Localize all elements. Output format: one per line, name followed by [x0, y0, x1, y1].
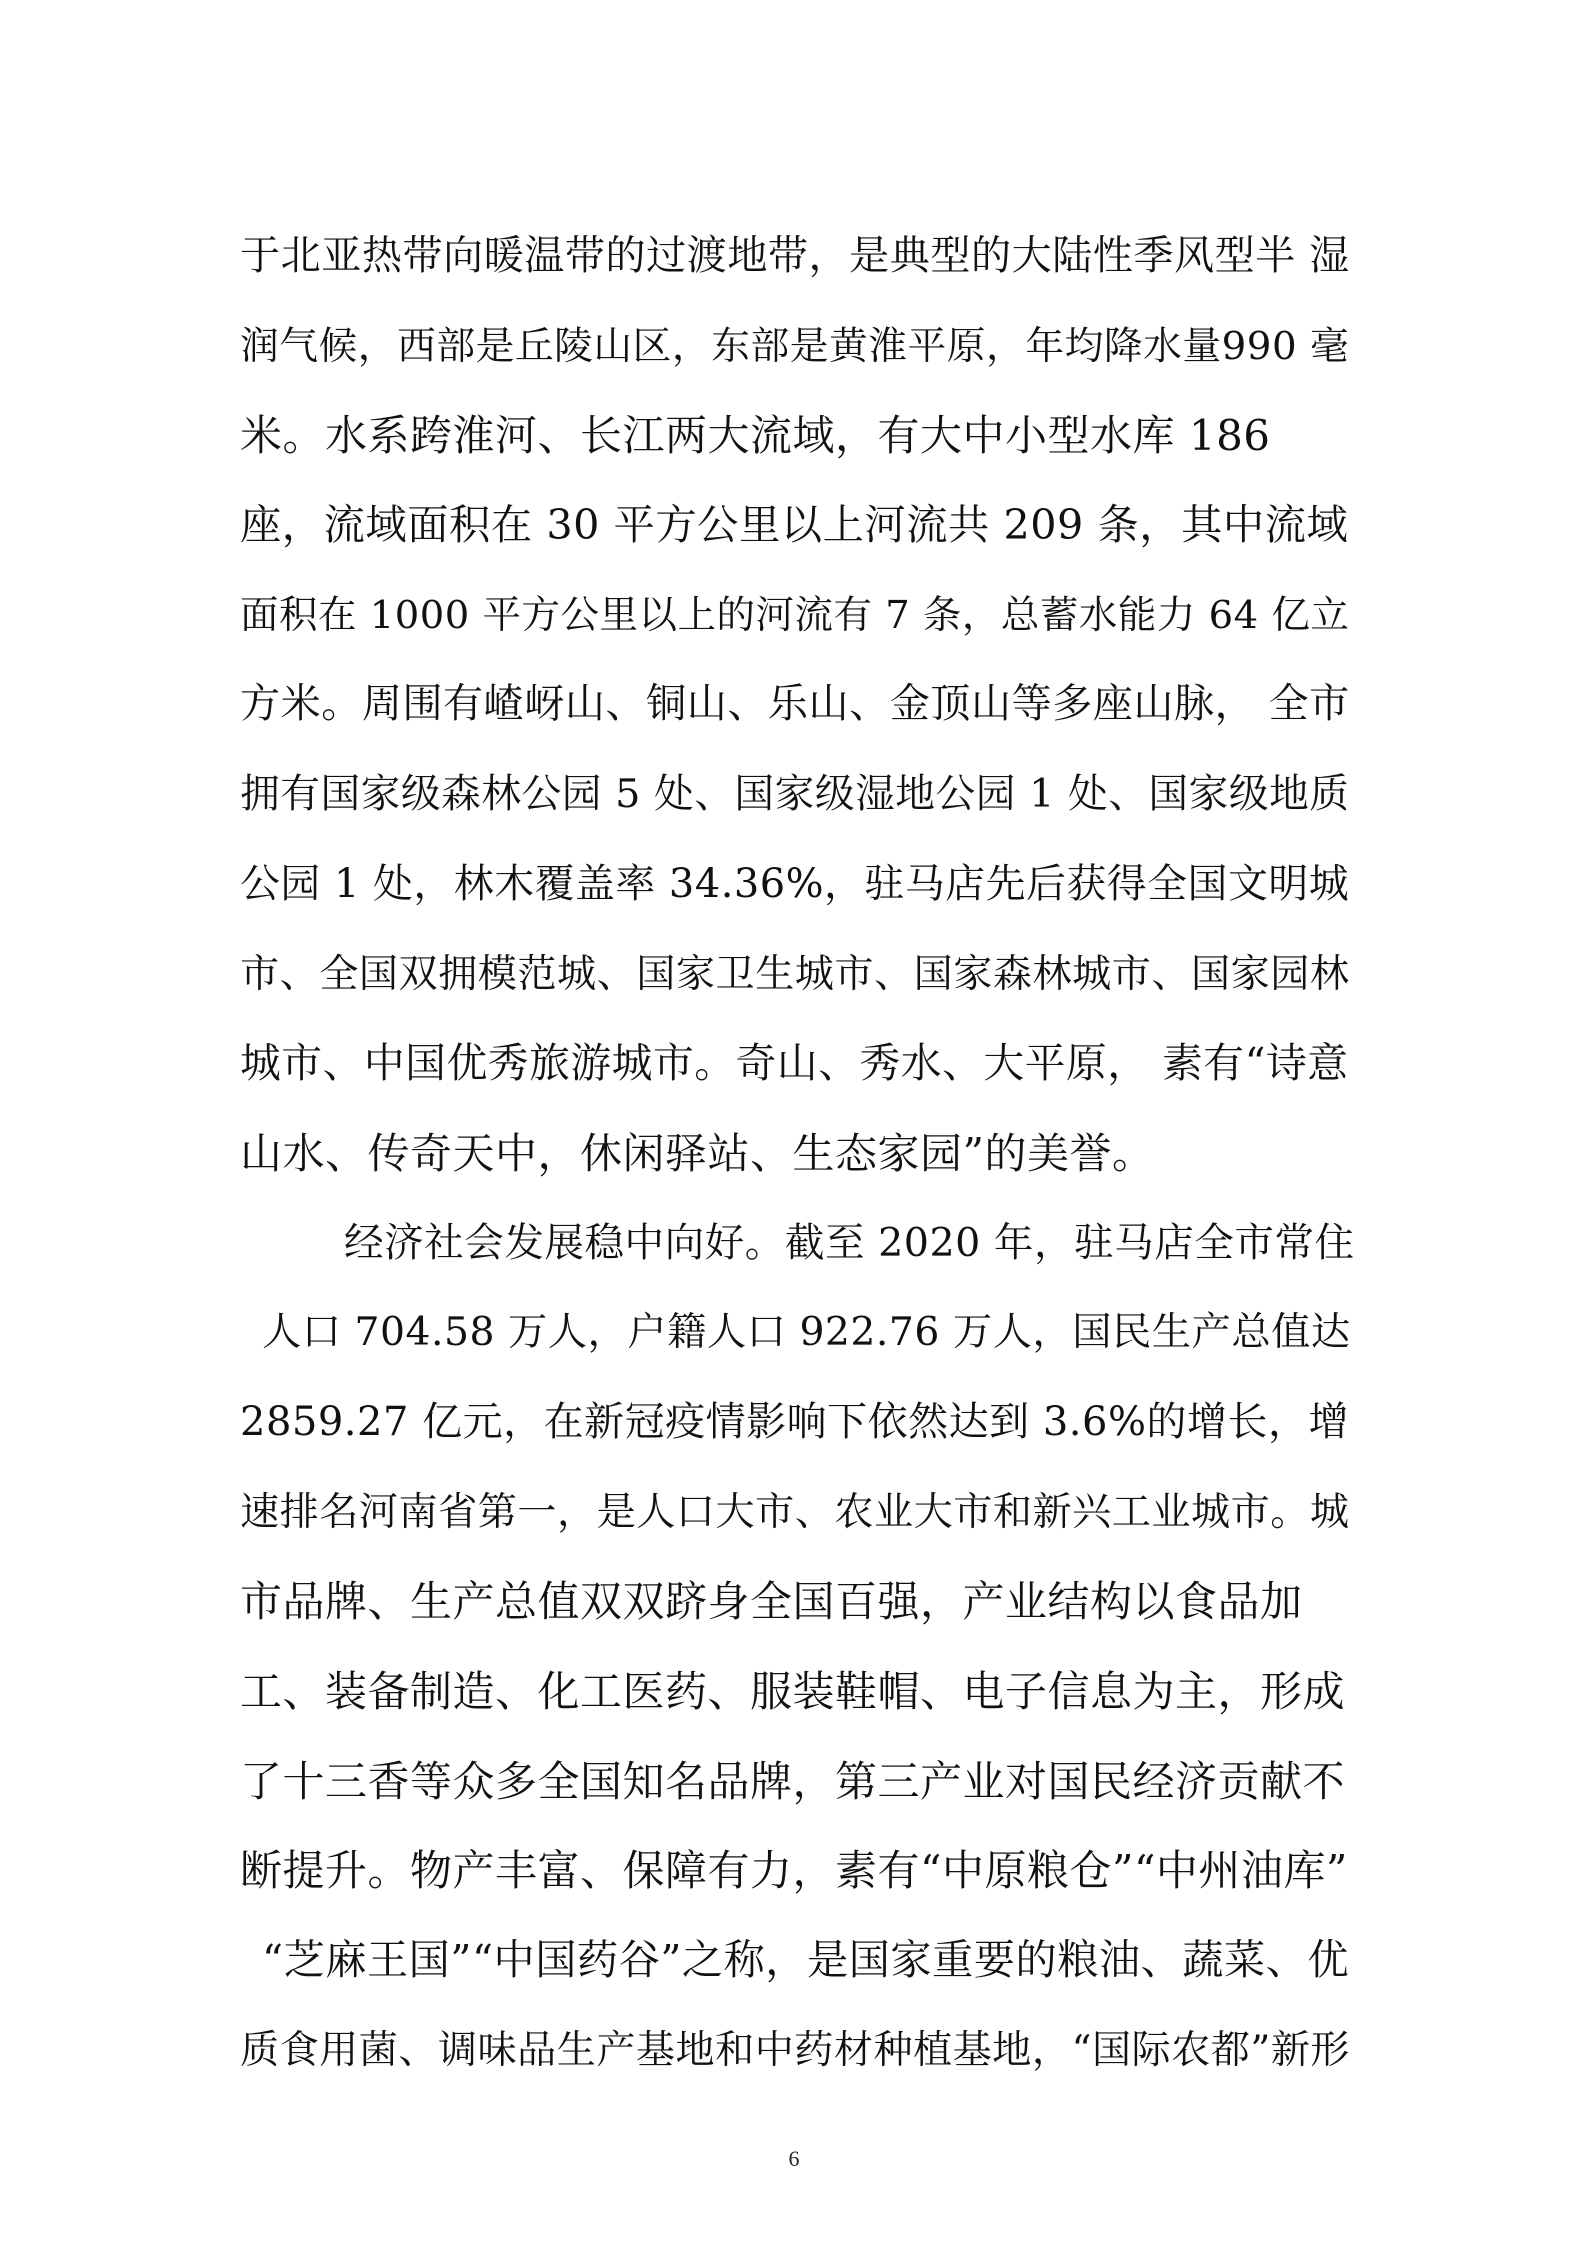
text-line: 断提升。物产丰富、保障有力，素有“中原粮仓”“中州油库” [240, 1846, 1348, 1896]
text-line: 人口 704.58 万人，户籍人口 922.76 万人，国民生产总值达 [262, 1310, 1351, 1356]
text-line: 市、全国双拥模范城、国家卫生城市、国家森林城市、国家园林 [240, 951, 1350, 997]
text-line: 方米。周围有嵖岈山、铜山、乐山、金顶山等多座山脉， 全市 [240, 681, 1350, 728]
text-line: 于北亚热带向暖温带的过渡地带，是典型的大陆性季风型半 湿 [240, 233, 1350, 279]
text-line: 市品牌、生产总值双双跻身全国百强，产业结构以食品加 [240, 1577, 1303, 1627]
text-line: 公园 1 处，林木覆盖率 34.36%，驻马店先后获得全国文明城 [240, 860, 1350, 907]
text-line: 速排名河南省第一，是人口大市、农业大市和新兴工业城市。城 [240, 1489, 1350, 1535]
paragraph-start-line: 经济社会发展稳中向好。截至 2020 年，驻马店全市常住 [344, 1219, 1355, 1266]
text-line: 山水、传奇天中，休闲驿站、生态家园”的美誉。 [240, 1128, 1155, 1178]
text-line: 2859.27 亿元，在新冠疫情影响下依然达到 3.6%的增长，增 [240, 1398, 1349, 1445]
text-line: 拥有国家级森林公园 5 处、国家级湿地公园 1 处、国家级地质 [240, 771, 1350, 818]
text-line: 城市、中国优秀旅游城市。奇山、秀水、大平原， 素有“诗意 [240, 1039, 1349, 1088]
text-line: 米。水系跨淮河、长江两大流域，有大中小型水库 186 [240, 411, 1271, 461]
text-line: “芝麻王国”“中国药谷”之称，是国家重要的粮油、蔬菜、优 [262, 1936, 1350, 1985]
text-line: 质食用菌、调味品生产基地和中药材种植基地，“国际农都”新形 [240, 2027, 1351, 2073]
text-line: 工、装备制造、化工医药、服装鞋帽、电子信息为主，形成 [240, 1667, 1346, 1716]
text-line: 座，流域面积在 30 平方公里以上河流共 209 条，其中流域 [240, 501, 1349, 550]
text-line: 面积在 1000 平方公里以上的河流有 7 条，总蓄水能力 64 亿立 [240, 592, 1350, 638]
text-line: 润气候，西部是丘陵山区，东部是黄淮平原，年均降水量990 毫 [240, 323, 1350, 369]
page-number: 6 [788, 2146, 800, 2171]
text-line: 了十三香等众多全国知名品牌，第三产业对国民经济贡献不 [240, 1756, 1346, 1806]
body-text [240, 212, 1360, 2095]
